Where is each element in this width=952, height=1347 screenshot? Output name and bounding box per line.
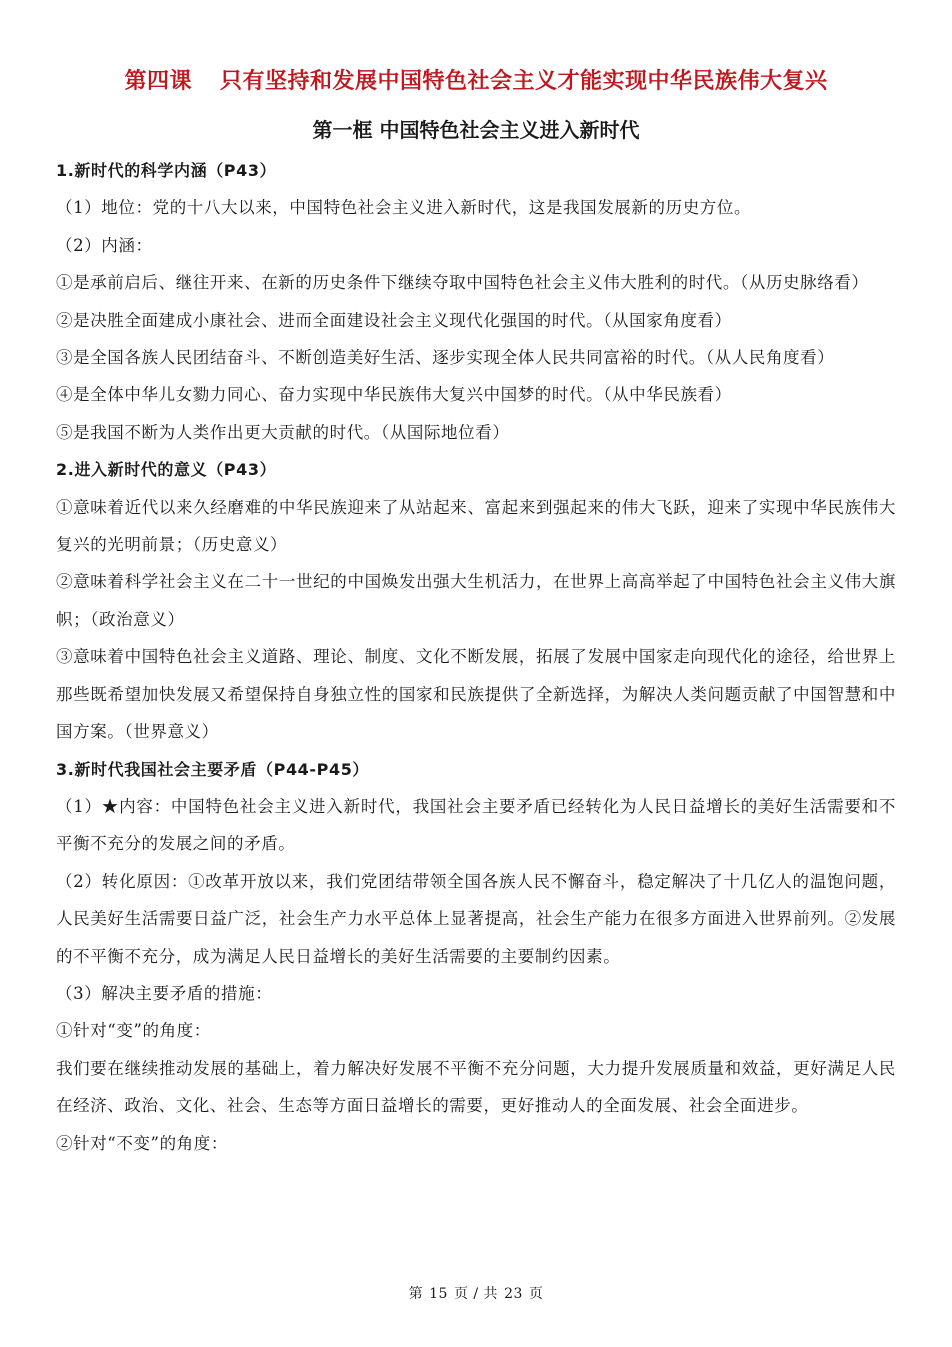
paragraph-significance-3: ③意味着中国特色社会主义道路、理论、制度、文化不断发展，拓展了发展中国家走向现代化的途径，给世界上那些既希望加快发展又希望保持自身独立性的国家和民族提供了全新选择，为解决人类问题贡献了中国智慧和中国方案。（世界意义）: [56, 647, 896, 742]
footer-suffix: 页: [528, 1286, 544, 1302]
paragraph-connotation-5: ⑤是我国不断为人类作出更大贡献的时代。（从国际地位看）: [56, 422, 510, 442]
document-page: [56, 62, 896, 1162]
footer-mid: 页 / 共: [453, 1286, 499, 1302]
content-body: [56, 152, 896, 1162]
lesson-number: 第四课: [124, 69, 192, 94]
page-footer: [0, 1284, 952, 1304]
frame-title: 第一框 中国特色社会主义进入新时代: [312, 118, 640, 142]
paragraph-connotation-3: ③是全国各族人民团结奋斗、不断创造美好生活、逐步实现全体人民共同富裕的时代。（从人民角度看）: [56, 348, 835, 368]
footer-total-pages: 23: [504, 1286, 523, 1302]
paragraph-measures-unchanged: ②针对“不变”的角度：: [56, 1133, 228, 1153]
section-heading-3: 3.新时代我国社会主要矛盾（P44-P45）: [56, 759, 370, 779]
paragraph-significance-2: ②意味着科学社会主义在二十一世纪的中国焕发出强大生机活力，在世界上高高举起了中国特色社会主义伟大旗帜；（政治意义）: [56, 572, 896, 629]
paragraph-position: （1）地位：党的十八大以来，中国特色社会主义进入新时代，这是我国发展新的历史方位。: [56, 198, 752, 218]
footer-current-page: 15: [429, 1286, 448, 1302]
paragraph-significance-1: ①意味着近代以来久经磨难的中华民族迎来了从站起来、富起来到强起来的伟大飞跃，迎来了实现中华民族伟大复兴的光明前景；（历史意义）: [56, 497, 896, 555]
paragraph-contradiction-reason: （2）转化原因：①改革开放以来，我们党团结带领全国各族人民不懈奋斗，稳定解决了十几亿人的温饱问题，人民美好生活需要日益广泛，社会生产力水平总体上显著提高，社会生产能力在很多方面进入世界前列。②发展的不平衡不充分，成为满足人民日益增长的美好生活需要的主要制约因素。: [56, 871, 896, 966]
footer-prefix: 第: [408, 1286, 424, 1302]
paragraph-measures-label: （3）解决主要矛盾的措施：: [56, 983, 273, 1003]
lesson-title: [56, 62, 896, 102]
paragraph-measures-change-detail: 我们要在继续推动发展的基础上，着力解决好发展不平衡不充分问题，大力提升发展质量和效益，更好满足人民在经济、政治、文化、社会、生态等方面日益增长的需要，更好推动人的全面发展、社会全面进步。: [56, 1058, 896, 1116]
section-heading-2: 2.进入新时代的意义（P43）: [56, 460, 277, 480]
paragraph-contradiction-content: （1）★内容：中国特色社会主义进入新时代，我国社会主要矛盾已经转化为人民日益增长的美好生活需要和不平衡不充分的发展之间的矛盾。: [56, 796, 896, 854]
paragraph-connotation-4: ④是全体中华儿女勠力同心、奋力实现中华民族伟大复兴中国梦的时代。（从中华民族看）: [56, 385, 732, 405]
paragraph-measures-change: ①针对“变”的角度：: [56, 1021, 211, 1041]
paragraph-connotation-1: ①是承前启后、继往开来、在新的历史条件下继续夺取中国特色社会主义伟大胜利的时代。（从历史脉络看）: [56, 273, 869, 293]
section-heading-1: 1.新时代的科学内涵（P43）: [56, 161, 277, 180]
lesson-name: 只有坚持和发展中国特色社会主义才能实现中华民族伟大复兴: [220, 69, 828, 94]
paragraph-connotation-label: （2）内涵：: [56, 235, 153, 255]
paragraph-connotation-2: ②是决胜全面建成小康社会、进而全面建设社会主义现代化强国的时代。（从国家角度看）: [56, 310, 732, 330]
